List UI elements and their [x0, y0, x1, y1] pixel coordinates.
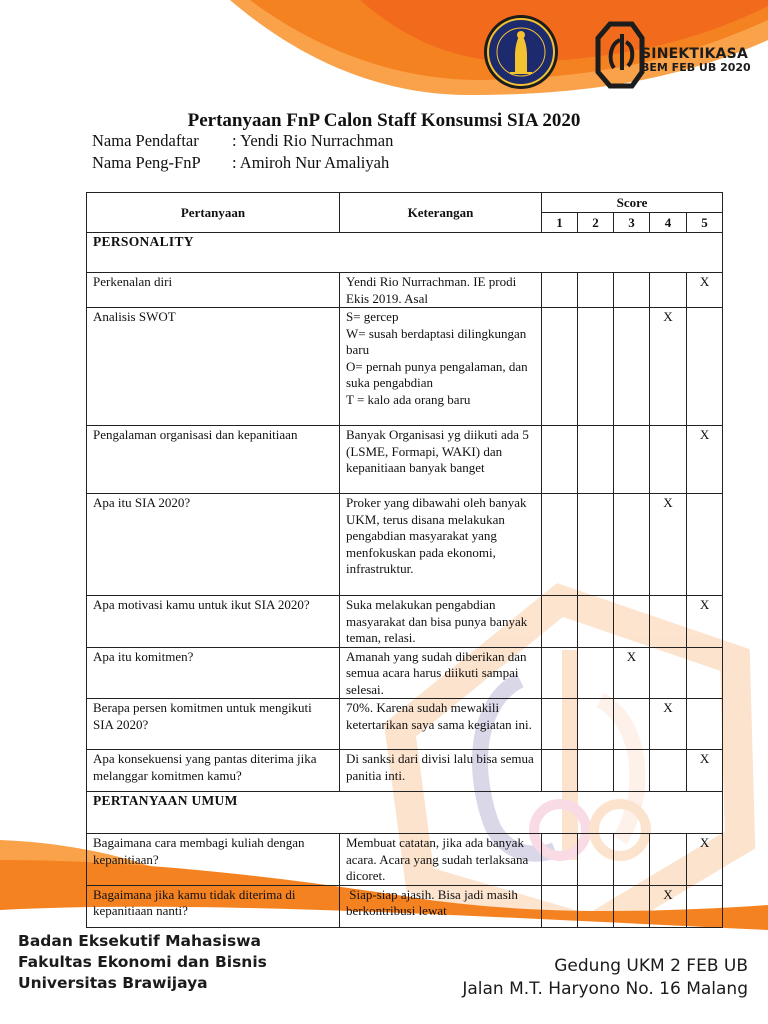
score-cell-2: [578, 273, 614, 308]
fnp-table: [86, 192, 723, 928]
score-cell-3: X: [614, 647, 650, 699]
score-cell-3: [614, 308, 650, 426]
sinektikasa-wordmark: [641, 47, 751, 73]
score-cell-4: X: [650, 494, 687, 596]
footer-organization: [18, 931, 267, 994]
score-cell-4: X: [650, 885, 687, 927]
score-column-2: 2: [578, 213, 614, 233]
score-cell-4: [650, 273, 687, 308]
applicant-value: : Yendi Rio Nurrachman: [232, 131, 394, 150]
column-header-notes: Keterangan: [340, 193, 542, 233]
column-header-score: Score: [542, 193, 723, 213]
score-cell-3: [614, 834, 650, 886]
notes-cell: Banyak Organisasi yg diikuti ada 5 (LSME, Formapi, WAKI) dan kepanitiaan banyak banget: [340, 426, 542, 494]
table-row: [87, 750, 723, 792]
score-cell-2: [578, 885, 614, 927]
notes-cell: Suka melakukan pengabdian masyarakat dan bisa punya banyak teman, relasi.: [340, 596, 542, 648]
score-cell-2: [578, 750, 614, 792]
score-cell-2: [578, 494, 614, 596]
question-cell: Apa motivasi kamu untuk ikut SIA 2020?: [87, 596, 340, 648]
interviewer-line: [92, 153, 389, 173]
score-cell-3: [614, 596, 650, 648]
score-cell-3: [614, 885, 650, 927]
score-cell-4: [650, 596, 687, 648]
score-cell-2: [578, 596, 614, 648]
question-cell: Apa itu komitmen?: [87, 647, 340, 699]
section-title: PERTANYAAN UMUM: [87, 792, 723, 834]
universitas-brawijaya-seal-icon: [482, 13, 560, 91]
score-cell-2: [578, 647, 614, 699]
score-column-3: 3: [614, 213, 650, 233]
interviewer-value: : Amiroh Nur Amaliyah: [232, 153, 390, 172]
notes-cell: Amanah yang sudah diberikan dan semua acara harus diikuti sampai selesai.: [340, 647, 542, 699]
column-header-question: Pertanyaan: [87, 193, 340, 233]
footer-org-line1: Badan Eksekutif Mahasiswa: [18, 932, 262, 950]
question-cell: Apa konsekuensi yang pantas diterima jika melanggar komitmen kamu?: [87, 750, 340, 792]
score-cell-2: [578, 834, 614, 886]
notes-cell: 70%. Karena sudah mewakili ketertarikan saya sama kegiatan ini.: [340, 699, 542, 750]
score-cell-4: X: [650, 699, 687, 750]
score-cell-5: X: [687, 273, 723, 308]
notes-cell: S= gercep W= susah berdaptasi dilingkungan baru O= pernah punya pengalaman, dan suka pengabdian T = kalo ada orang baru: [340, 308, 542, 426]
score-cell-5: X: [687, 750, 723, 792]
applicant-line: [92, 131, 393, 151]
score-column-4: 4: [650, 213, 687, 233]
score-cell-4: [650, 426, 687, 494]
section-row: [87, 792, 723, 834]
score-cell-5: X: [687, 834, 723, 886]
score-cell-3: [614, 426, 650, 494]
score-cell-2: [578, 699, 614, 750]
score-cell-5: X: [687, 596, 723, 648]
score-cell-3: [614, 699, 650, 750]
footer-org-line3: Universitas Brawijaya: [18, 974, 208, 992]
table-row: [87, 699, 723, 750]
question-cell: Pengalaman organisasi dan kepanitiaan: [87, 426, 340, 494]
question-cell: Perkenalan diri: [87, 273, 340, 308]
score-cell-1: [542, 308, 578, 426]
score-cell-1: [542, 647, 578, 699]
footer-org-line2: Fakultas Ekonomi dan Bisnis: [18, 953, 267, 971]
score-cell-5: [687, 308, 723, 426]
footer-address-line1: Gedung UKM 2 FEB UB: [554, 956, 748, 976]
notes-cell: Membuat catatan, jika ada banyak acara. Acara yang sudah terlaksana dicoret.: [340, 834, 542, 886]
section-title: PERSONALITY: [87, 233, 723, 273]
score-cell-1: [542, 885, 578, 927]
table-row: [87, 308, 723, 426]
question-cell: Apa itu SIA 2020?: [87, 494, 340, 596]
score-column-1: 1: [542, 213, 578, 233]
notes-cell: Proker yang dibawahi oleh banyak UKM, terus disana melakukan pengabdian masyarakat yang menfokuskan pada ekonomi, infrastruktur.: [340, 494, 542, 596]
score-cell-3: [614, 494, 650, 596]
score-cell-5: X: [687, 426, 723, 494]
score-cell-4: X: [650, 308, 687, 426]
score-cell-4: [650, 750, 687, 792]
score-column-5: 5: [687, 213, 723, 233]
score-cell-2: [578, 426, 614, 494]
interviewer-label: Nama Peng-FnP: [92, 153, 201, 172]
score-cell-1: [542, 494, 578, 596]
score-cell-4: [650, 834, 687, 886]
notes-cell: Di sanksi dari divisi lalu bisa semua panitia inti.: [340, 750, 542, 792]
score-cell-3: [614, 750, 650, 792]
question-cell: Bagaimana jika kamu tidak diterima di kepanitiaan nanti?: [87, 885, 340, 927]
section-row: [87, 233, 723, 273]
score-cell-1: [542, 273, 578, 308]
score-cell-2: [578, 308, 614, 426]
score-cell-3: [614, 273, 650, 308]
score-cell-1: [542, 596, 578, 648]
table-row: [87, 596, 723, 648]
notes-cell: Yendi Rio Nurrachman. IE prodi Ekis 2019. Asal: [340, 273, 542, 308]
score-cell-5: [687, 885, 723, 927]
table-row: [87, 834, 723, 886]
score-cell-1: [542, 426, 578, 494]
footer-address-line2: Jalan M.T. Haryono No. 16 Malang: [462, 979, 748, 999]
table-row: [87, 426, 723, 494]
score-cell-1: [542, 699, 578, 750]
table-row: [87, 494, 723, 596]
footer-address: [462, 955, 748, 1001]
table-row: [87, 885, 723, 927]
sinektikasa-subtitle: BEM FEB UB 2020: [641, 61, 751, 74]
table-row: [87, 647, 723, 699]
applicant-label: Nama Pendaftar: [92, 131, 199, 150]
score-cell-5: [687, 647, 723, 699]
notes-cell: Siap-siap ajasih. Bisa jadi masih berkontribusi lewat: [340, 885, 542, 927]
score-cell-4: [650, 647, 687, 699]
score-cell-5: [687, 699, 723, 750]
question-cell: Analisis SWOT: [87, 308, 340, 426]
table-row: [87, 273, 723, 308]
sinektikasa-title: SINEKTIKASA: [641, 46, 748, 62]
score-cell-1: [542, 750, 578, 792]
question-cell: Bagaimana cara membagi kuliah dengan kepanitiaan?: [87, 834, 340, 886]
question-cell: Berapa persen komitmen untuk mengikuti SIA 2020?: [87, 699, 340, 750]
document-title: Pertanyaan FnP Calon Staff Konsumsi SIA 2020: [187, 110, 581, 131]
score-cell-5: [687, 494, 723, 596]
score-cell-1: [542, 834, 578, 886]
